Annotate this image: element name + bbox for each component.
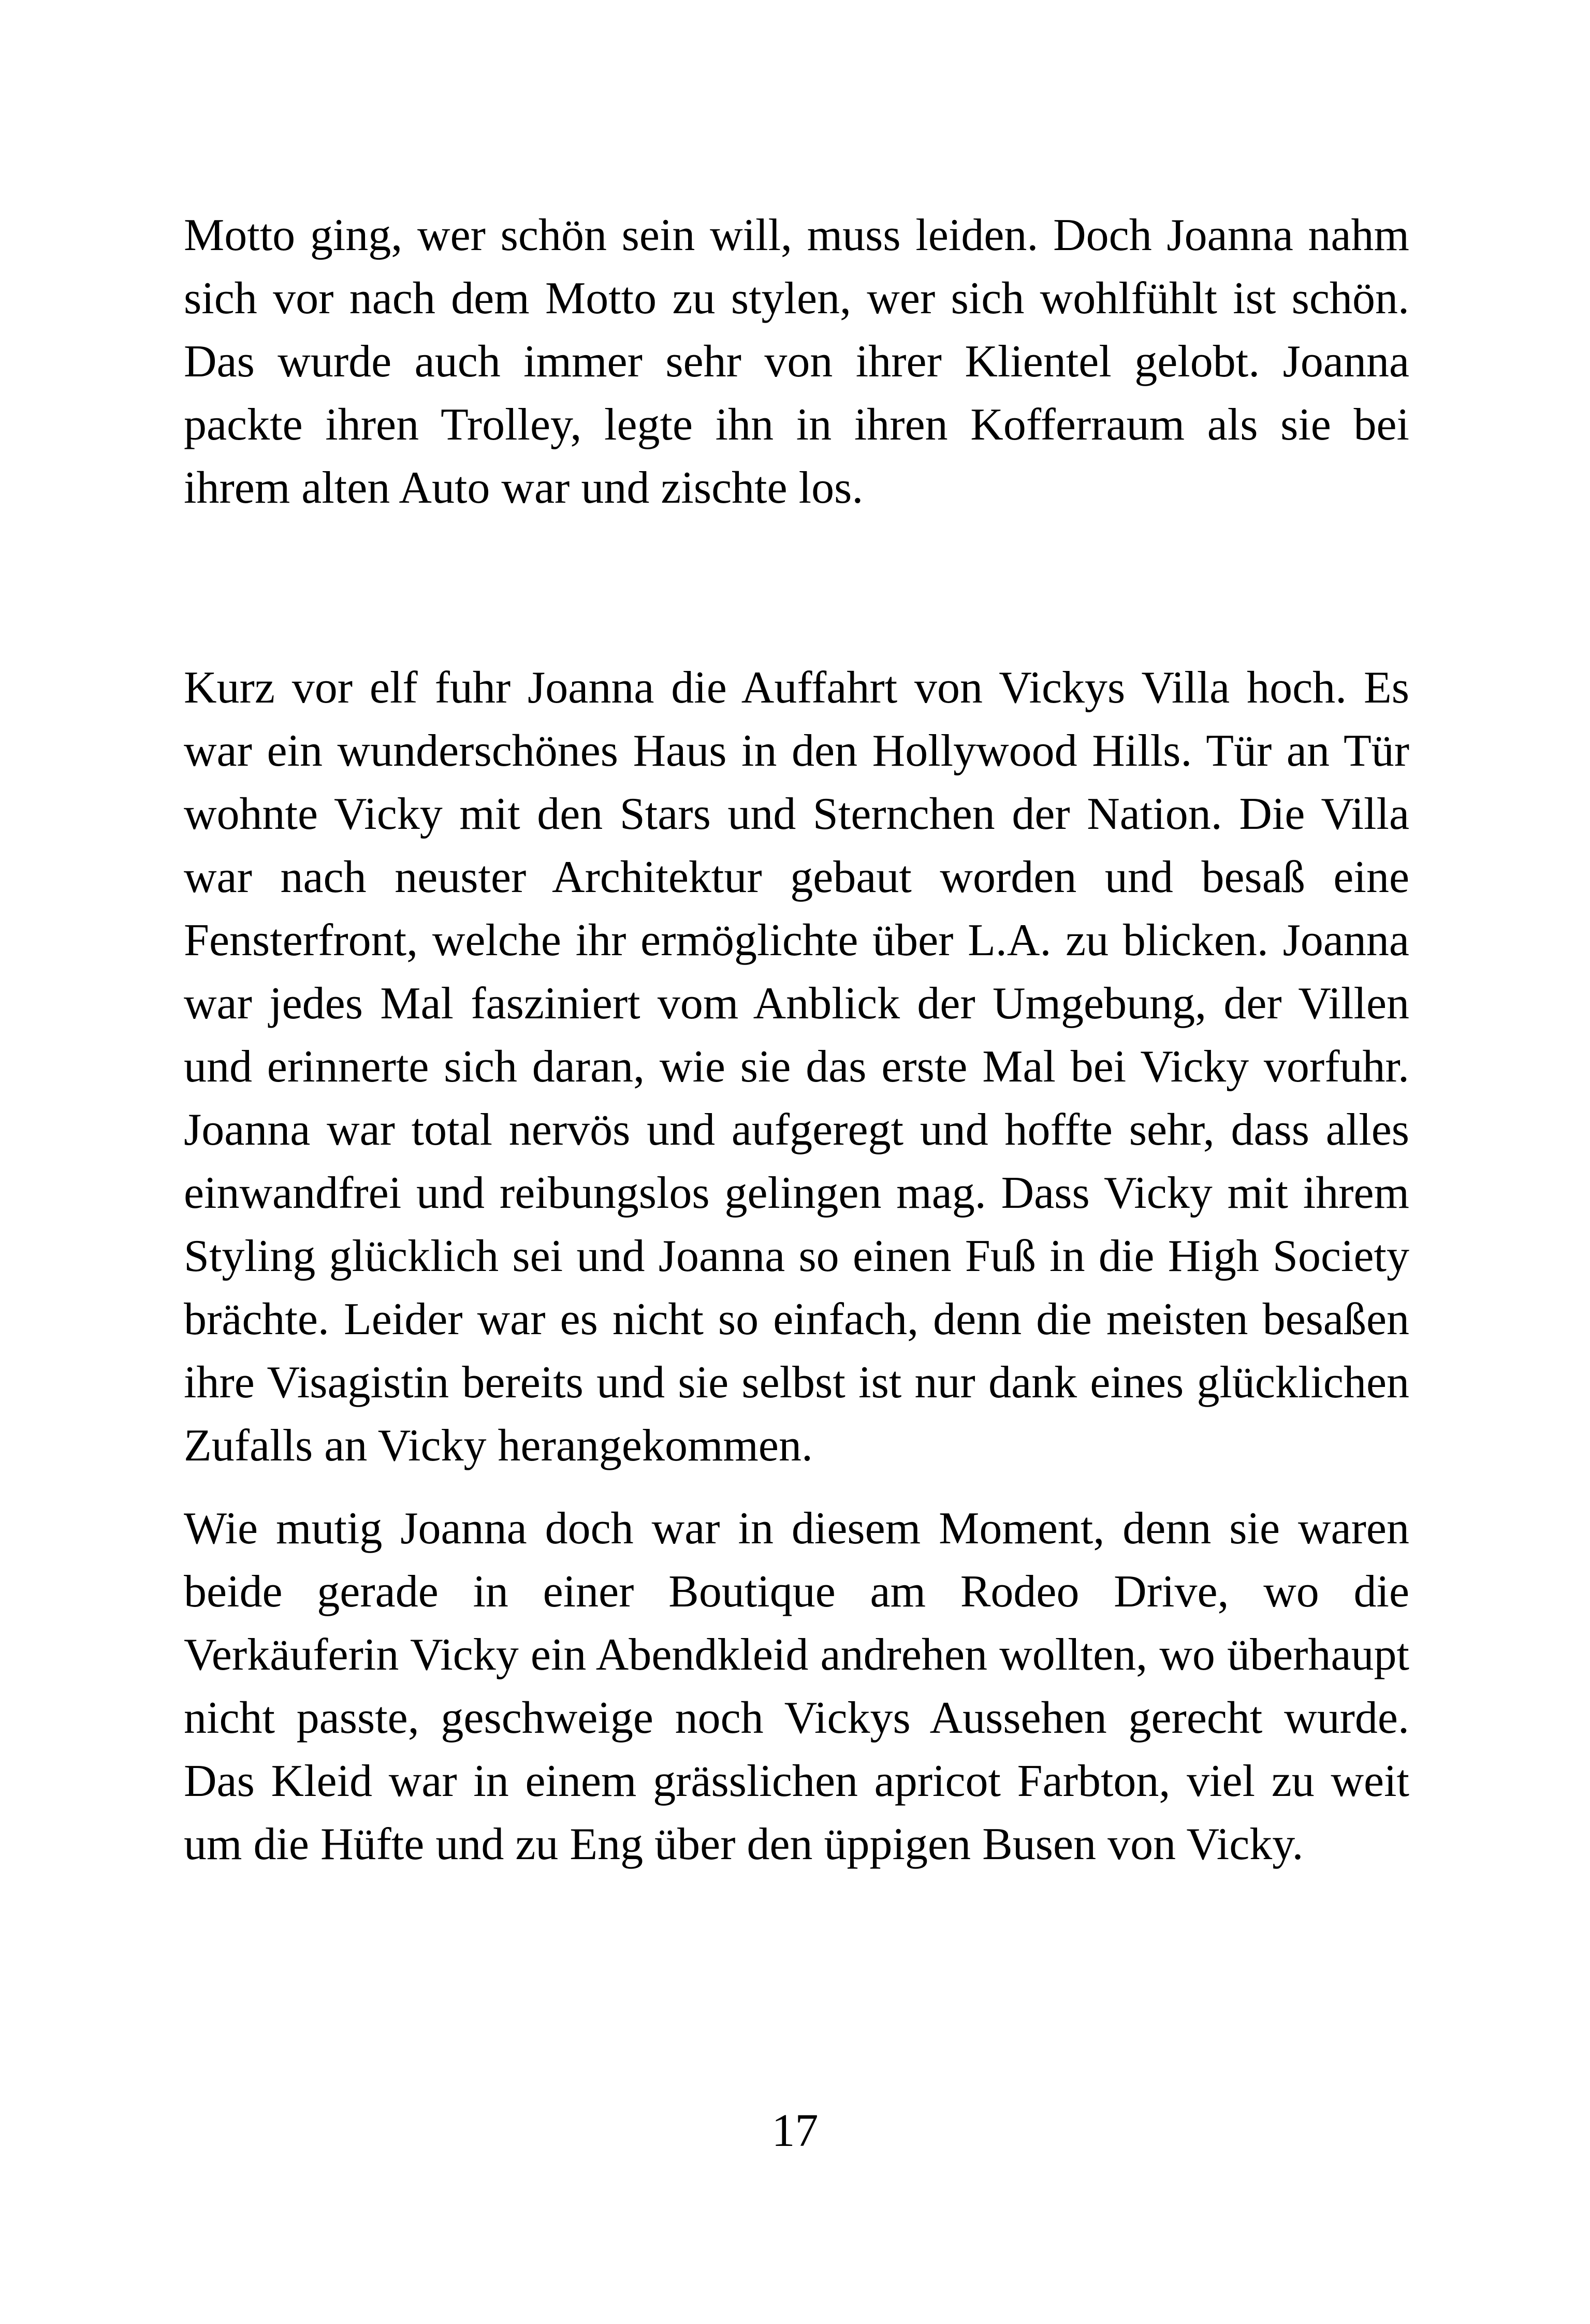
paragraph-2: Kurz vor elf fuhr Joanna die Auffahrt von Vickys Villa hoch. Es war ein wunderschönes Haus in den Hollywood Hills. Tür an Tür wohnte Vicky mit den Stars und Sternchen der Nation. Die Villa war nach neuster Architektur gebaut worden und besaß eine Fensterfront, welche ihr ermöglichte über L.A. zu blicken. Joanna war jedes Mal fasziniert vom Anblick der Umgebung, der Villen und erinnerte sich daran, wie sie das erste Mal bei Vicky vorfuhr. Joanna war total nervös und aufgeregt und hoffte sehr, dass alles einwandfrei und reibungslos gelingen mag. Dass Vicky mit ihrem Styling glücklich sei und Joanna so einen Fuß in die High Society brächte. Leider war es nicht so einfach, denn die meisten besaßen ihre Visagistin bereits und sie selbst ist nur dank eines glücklichen Zufalls an Vicky herangekommen. [184, 663, 1409, 1471]
page-number: 17 [771, 2105, 819, 2156]
paragraph-3: Wie mutig Joanna doch war in diesem Moment, denn sie waren beide gerade in einer Boutique am Rodeo Drive, wo die Verkäuferin Vicky ein Abendkleid andrehen wollten, wo überhaupt nicht passte, geschweige noch Vickys Aussehen gerecht wurde. Das Kleid war in einem grässlichen apricot Farbton, viel zu weit um die Hüfte und zu Eng über den üppigen Busen von Vicky. [184, 1503, 1409, 1869]
paragraph-1: Motto ging, wer schön sein will, muss leiden. Doch Joanna nahm sich vor nach dem Motto zu stylen, wer sich wohlfühlt ist schön. Das wurde auch immer sehr von ihrer Klientel gelobt. Joanna packte ihren Trolley, legte ihn in ihren Kofferraum als sie bei ihrem alten Auto war und zischte los. [184, 210, 1409, 513]
text-block-bottom [184, 656, 1409, 1876]
text-block-top [184, 204, 1409, 520]
